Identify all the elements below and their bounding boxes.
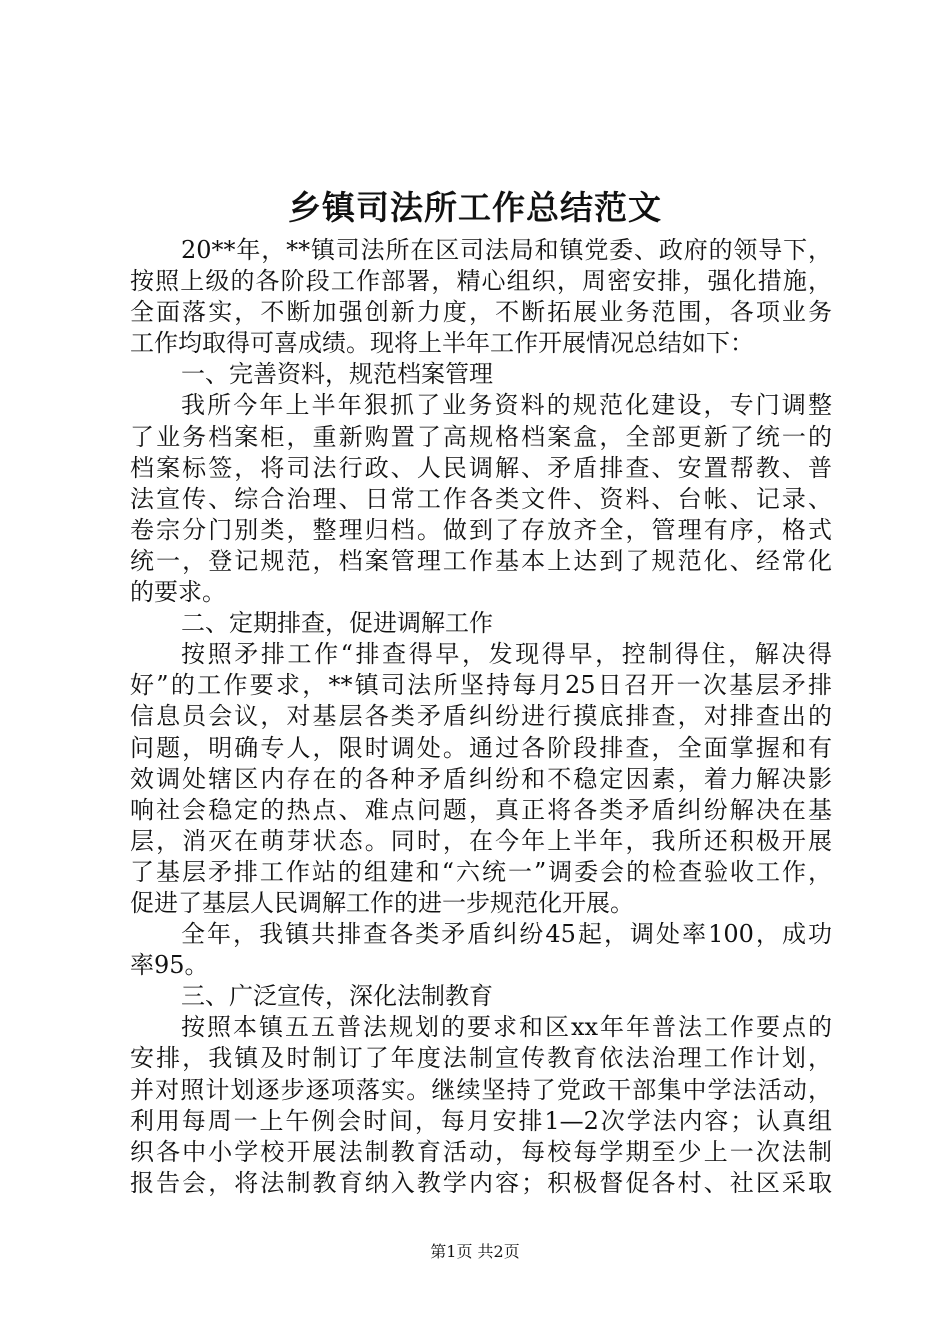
body-line: 按照本镇五五普法规划的要求和区xx年年普法工作要点的: [181, 1013, 832, 1042]
body-line: 卷宗分门别类，整理归档。做到了存放齐全，管理有序，格式: [130, 515, 832, 544]
body-line: 全面落实，不断加强创新力度，不断拓展业务范围，各项业务: [130, 298, 832, 327]
body-line: 我所今年上半年狠抓了业务资料的规范化建设，专门调整: [181, 391, 832, 420]
body-line: 率95。: [130, 951, 209, 980]
body-line: 20**年，**镇司法所在区司法局和镇党委、政府的领导下，: [181, 236, 832, 264]
body-line: 按照矛排工作“排查得早，发现得早，控制得住，解决得: [181, 640, 832, 669]
body-line: 二、定期排查，促进调解工作: [181, 609, 493, 638]
body-line: 好”的工作要求，**镇司法所坚持每月25日召开一次基层矛排: [130, 671, 832, 700]
body-line: 问题，明确专人，限时调处。通过各阶段排查，全面掌握和有: [130, 733, 832, 762]
body-line: 了基层矛排工作站的组建和“六统一”调委会的检查验收工作，: [130, 857, 832, 886]
body-line: 工作均取得可喜成绩。现将上半年工作开展情况总结如下：: [130, 329, 754, 358]
body-line: 利用每周一上午例会时间，每月安排1—2次学法内容；认真组: [130, 1106, 832, 1135]
body-line: 促进了基层人民调解工作的进一步规范化开展。: [130, 888, 634, 917]
body-line: 报告会，将法制教育纳入教学内容；积极督促各村、社区采取: [130, 1168, 832, 1197]
body-line: 一、完善资料，规范档案管理: [181, 360, 493, 389]
document-body: [130, 235, 832, 1199]
page-footer: 第1页 共2页: [430, 1242, 520, 1261]
body-line: 并对照计划逐步逐项落实。继续坚持了党政干部集中学法活动，: [130, 1075, 832, 1104]
body-line: 三、广泛宣传，深化法制教育: [181, 982, 493, 1011]
body-line: 织各中小学校开展法制教育活动，每校每学期至少上一次法制: [130, 1137, 832, 1166]
body-line: 信息员会议，对基层各类矛盾纠纷进行摸底排查，对排查出的: [130, 702, 832, 731]
body-line: 效调处辖区内存在的各种矛盾纠纷和不稳定因素，着力解决影: [130, 764, 832, 793]
body-line: 了业务档案柜，重新购置了高规格档案盒，全部更新了统一的: [130, 422, 832, 451]
body-line: 安排，我镇及时制订了年度法制宣传教育依法治理工作计划，: [130, 1044, 832, 1073]
body-line: 按照上级的各阶段工作部署，精心组织，周密安排，强化措施，: [130, 267, 832, 296]
body-line: 的要求。: [130, 578, 226, 607]
body-line: 档案标签，将司法行政、人民调解、矛盾排查、安置帮教、普: [130, 453, 832, 482]
body-line: 响社会稳定的热点、难点问题，真正将各类矛盾纠纷解决在基: [130, 795, 832, 824]
document-title: 乡镇司法所工作总结范文: [288, 188, 662, 227]
body-line: 统一，登记规范，档案管理工作基本上达到了规范化、经常化: [130, 546, 832, 575]
body-line: 全年，我镇共排查各类矛盾纠纷45起，调处率100，成功: [181, 920, 832, 949]
body-line: 层，消灭在萌芽状态。同时，在今年上半年，我所还积极开展: [130, 826, 832, 855]
body-line: 法宣传、综合治理、日常工作各类文件、资料、台帐、记录、: [130, 484, 832, 513]
